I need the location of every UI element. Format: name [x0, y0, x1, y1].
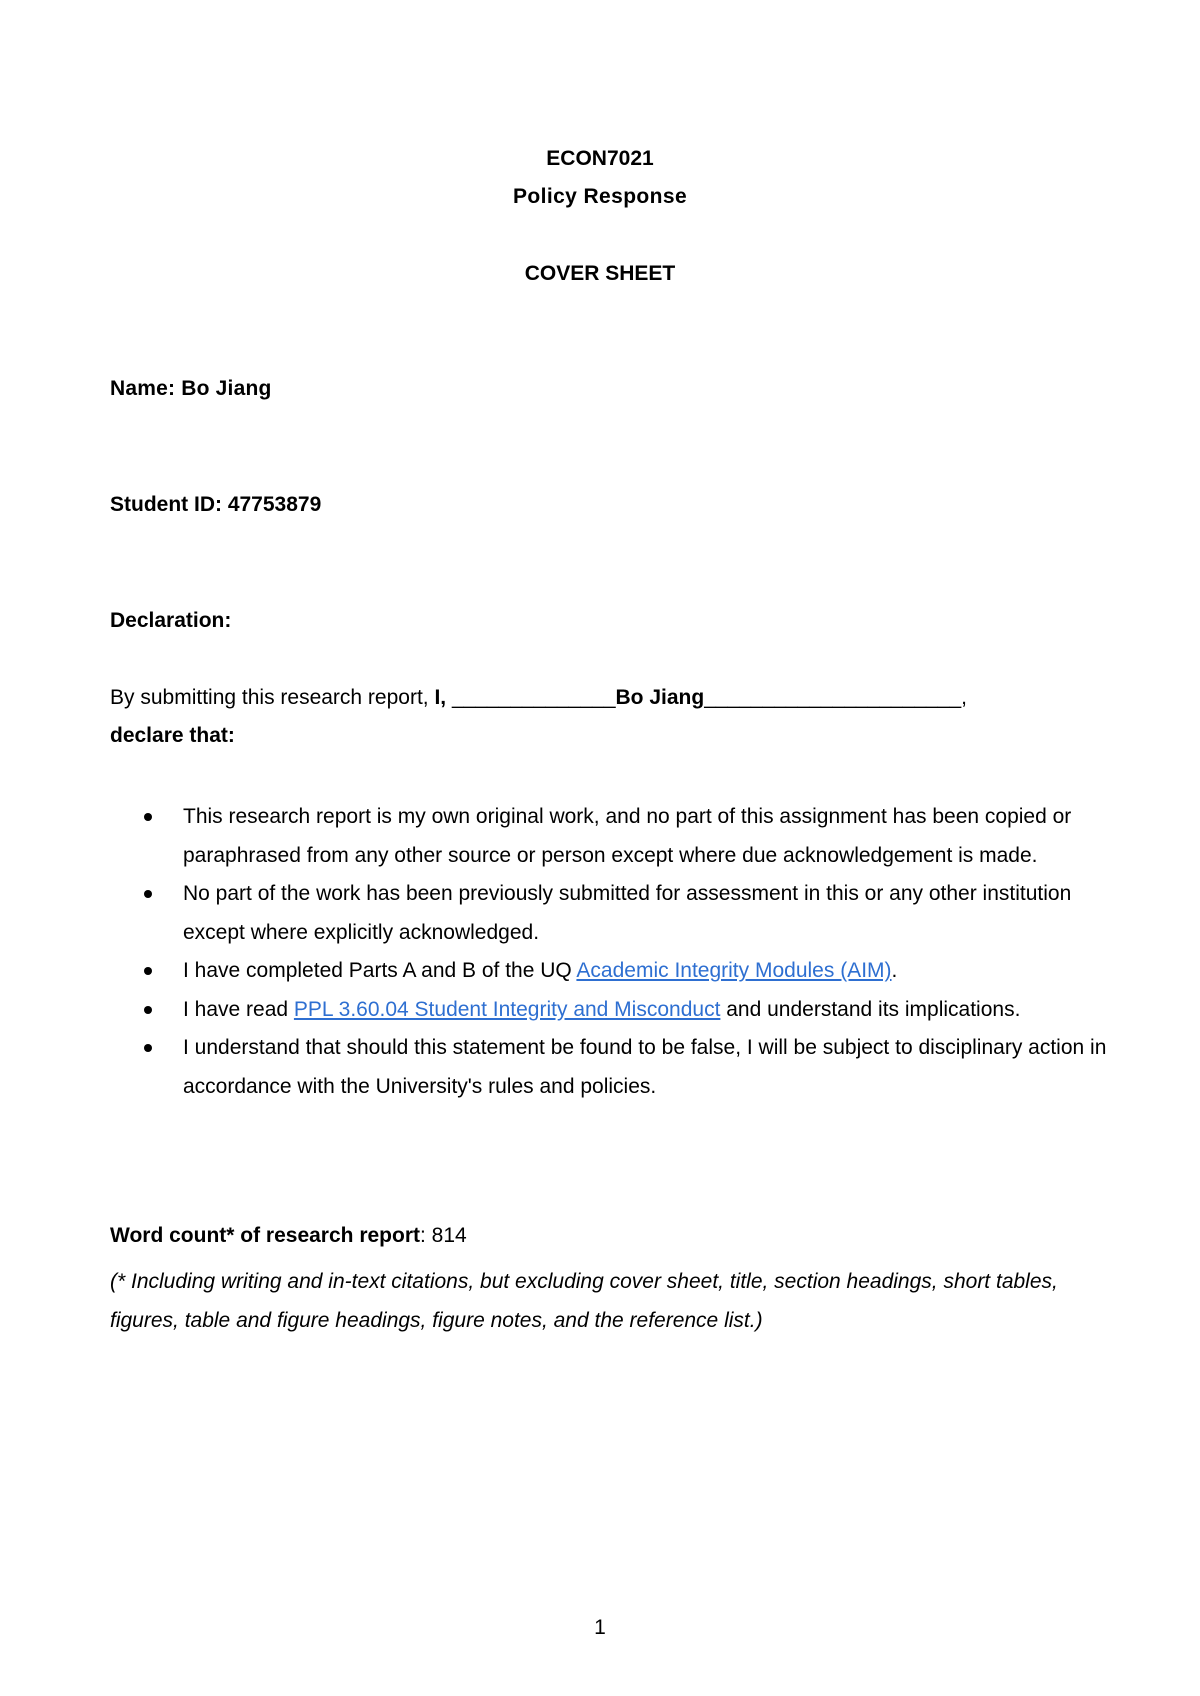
page-number: 1: [594, 1616, 606, 1639]
bullet-text-after: .: [891, 959, 898, 982]
declaration-blank-before: ______________: [451, 686, 616, 709]
bullet-icon: [144, 1044, 152, 1052]
bullet-text-before: I have read: [183, 997, 294, 1021]
word-count-line: [110, 1224, 467, 1248]
declaration-statement: [110, 686, 967, 710]
bullet-icon: [144, 1006, 152, 1014]
bullet-icon: [144, 813, 152, 821]
bullet-text-before: I have completed Parts A and B of the UQ: [183, 959, 577, 982]
list-item: [110, 875, 1120, 952]
word-count-separator: :: [420, 1224, 432, 1247]
student-id-field: Student ID: 47753879: [110, 493, 322, 516]
bullet-text: I understand that should this statement be found to be false, I will be subject to disciplinary action in accordance with the University's rules and policies.: [183, 1036, 1107, 1098]
declaration-bullet-list: [110, 798, 1120, 1106]
declaration-suffix: ,: [961, 686, 967, 709]
assignment-subtitle: Policy Response: [512, 185, 688, 208]
ppl-policy-link[interactable]: PPL 3.60.04 Student Integrity and Misconduct: [293, 997, 721, 1021]
word-count-label: Word count* of research report: [110, 1224, 420, 1247]
word-count-note: (* Including writing and in-text citations, but excluding cover sheet, title, section headings, short tables, figures, table and figure headings, figure notes, and the reference list.): [110, 1270, 1058, 1332]
list-item: [110, 1029, 1120, 1106]
list-item: [110, 991, 1120, 1030]
student-name-field: Name: Bo Jiang: [110, 377, 272, 400]
word-count-value: 814: [431, 1224, 467, 1247]
cover-sheet-title: COVER SHEET: [524, 262, 676, 285]
declaration-prefix: By submitting this research report,: [110, 686, 435, 709]
bullet-text: No part of the work has been previously submitted for assessment in this or any other institution except where explicitly acknowledged.: [183, 882, 1072, 944]
declaration-blank-after: ______________________: [704, 686, 962, 709]
declaration-pronoun: I,: [434, 686, 452, 709]
list-item: [110, 798, 1120, 875]
list-item: [110, 952, 1120, 991]
aim-modules-link[interactable]: Academic Integrity Modules (AIM): [576, 959, 892, 982]
bullet-text-after: and understand its implications.: [720, 997, 1021, 1021]
declaration-name: Bo Jiang: [615, 686, 705, 709]
bullet-text: This research report is my own original work, and no part of this assignment has been copied or paraphrased from any other source or person except where due acknowledgement is made.: [183, 805, 1072, 867]
bullet-icon: [144, 890, 152, 898]
declaration-heading: Declaration:: [110, 609, 232, 632]
course-code: ECON7021: [546, 147, 654, 170]
declare-that: declare that:: [110, 724, 235, 747]
bullet-icon: [144, 967, 152, 975]
